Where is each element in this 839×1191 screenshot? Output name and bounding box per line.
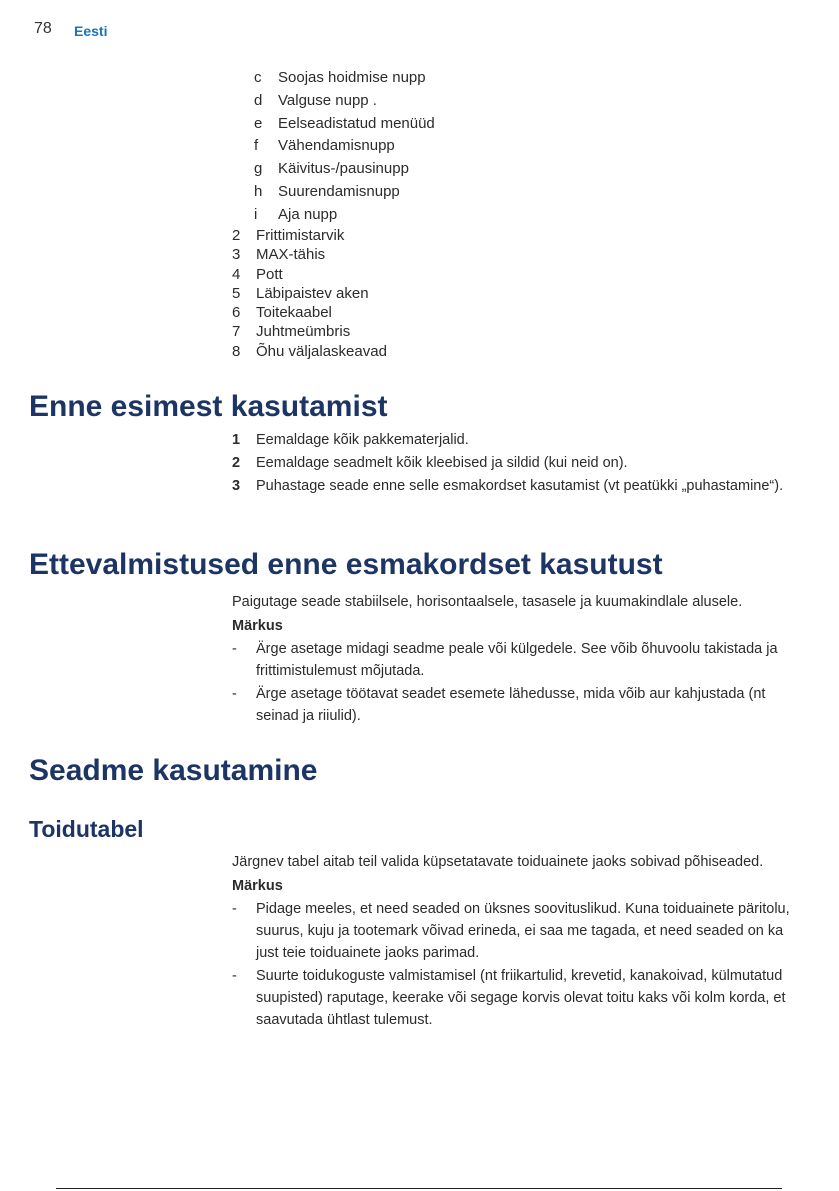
- food-table-notes: [232, 898, 807, 1031]
- preparation-notes: [232, 638, 807, 727]
- note-text: Ärge asetage midagi seadme peale või külgedele. See võib õhuvoolu takistada ja frittimistulemust mõjutada.: [256, 641, 778, 679]
- preparation-intro: Paigutage seade stabiilsele, horisontaalsele, tasasele ja kuumakindlale alusele.: [232, 594, 743, 610]
- note-label: Märkus: [232, 618, 283, 634]
- list-item-letter: e: [254, 114, 263, 132]
- list-item: [254, 90, 435, 113]
- note-dash: -: [232, 901, 237, 917]
- list-item-text: Käivitus-/pausinupp: [278, 160, 409, 178]
- list-item: [254, 158, 435, 181]
- list-item: [232, 342, 387, 361]
- list-item-letter: h: [254, 182, 263, 200]
- step-number: 3: [232, 478, 241, 494]
- list-item-text: Pott: [256, 265, 283, 283]
- list-item-number: 6: [232, 304, 241, 322]
- food-table-block: [232, 851, 807, 1032]
- list-item-text: Frittimistarvik: [256, 227, 345, 244]
- list-item-text: Suurendamisnupp: [278, 182, 400, 200]
- first-use-steps: [232, 429, 807, 497]
- list-item-text: MAX-tähis: [256, 246, 326, 264]
- list-item-text: Juhtmeümbris: [256, 323, 351, 341]
- page-language: Eesti: [74, 23, 108, 39]
- note-item: [232, 965, 807, 1031]
- page-number: 78: [34, 20, 52, 37]
- section-title-usage: Seadme kasutamine: [29, 754, 318, 787]
- list-item-text: Aja nupp: [278, 205, 338, 223]
- list-item: [232, 322, 387, 341]
- list-item: [232, 245, 387, 264]
- footer-divider: [56, 1188, 782, 1189]
- list-item-number: 4: [232, 265, 241, 283]
- controls-list: [254, 67, 435, 227]
- list-item: [254, 67, 435, 90]
- list-item-number: 8: [232, 342, 241, 360]
- list-item-number: 7: [232, 323, 241, 341]
- list-item-letter: i: [254, 205, 258, 223]
- list-item-letter: f: [254, 137, 259, 155]
- list-item: [232, 265, 387, 284]
- list-item: [254, 113, 435, 136]
- list-item-text: Õhu väljalaskeavad: [256, 342, 387, 360]
- note-text: Suurte toidukoguste valmistamisel (nt friikartulid, krevetid, kanakoivad, külmutatud suupisted) raputage, keerake või segage korvis olevat toitu kaks või kolm korda, et saavutada ühtlast tulemust.: [256, 968, 786, 1028]
- list-item-text: Toitekaabel: [256, 304, 332, 322]
- list-item-number: 2: [232, 227, 241, 244]
- step-item: [232, 475, 807, 497]
- list-item-text: Läbipaistev aken: [256, 284, 369, 302]
- note-text: Ärge asetage töötavat seadet esemete lähedusse, mida võib aur kahjustada (nt seinad ja riiulid).: [256, 686, 766, 724]
- list-item-number: 5: [232, 284, 241, 302]
- section-title-first-use: Enne esimest kasutamist: [29, 390, 388, 423]
- note-dash: -: [232, 686, 237, 702]
- step-number: 1: [232, 432, 241, 448]
- list-item-text: Vähendamisnupp: [278, 137, 395, 155]
- note-text: Pidage meeles, et need seaded on üksnes soovituslikud. Kuna toiduainete päritolu, suurus, kuju ja tootemark võivad erineda, ei saa me tagada, et need seaded on ka just teie toiduainete jaoks parimad.: [256, 901, 790, 961]
- list-item-letter: c: [254, 69, 262, 86]
- list-item-letter: g: [254, 160, 263, 178]
- section-title-preparation: Ettevalmistused enne esmakordset kasutust: [29, 548, 663, 581]
- list-item: [232, 226, 387, 245]
- note-label: Märkus: [232, 878, 283, 894]
- first-use-steps-block: [232, 429, 807, 498]
- step-item: [232, 429, 807, 451]
- step-text: Puhastage seade enne selle esmakordset kasutamist (vt peatükki „puhastamine“).: [256, 478, 784, 494]
- list-item: [254, 181, 435, 204]
- list-item: [232, 284, 387, 303]
- list-item-number: 3: [232, 246, 241, 264]
- note-dash: -: [232, 968, 237, 984]
- list-item-letter: d: [254, 91, 263, 109]
- list-item: [254, 204, 435, 227]
- list-item-text: Eelseadistatud menüüd: [278, 114, 435, 132]
- list-item: [254, 135, 435, 158]
- step-number: 2: [232, 455, 241, 471]
- note-item: [232, 683, 807, 727]
- preparation-block: [232, 591, 807, 728]
- note-item: [232, 638, 807, 682]
- note-dash: -: [232, 641, 237, 657]
- list-item: [232, 303, 387, 322]
- step-text: Eemaldage seadmelt kõik kleebised ja sildid (kui neid on).: [256, 455, 628, 471]
- step-item: [232, 452, 807, 474]
- step-text: Eemaldage kõik pakkematerjalid.: [256, 432, 469, 448]
- note-item: [232, 898, 807, 964]
- list-item-text: Valguse nupp .: [278, 91, 377, 109]
- list-item-text: Soojas hoidmise nupp: [278, 69, 426, 86]
- subsection-title-food-table: Toidutabel: [29, 816, 144, 842]
- food-table-intro: Järgnev tabel aitab teil valida küpsetatavate toiduainete jaoks sobivad põhiseaded.: [232, 854, 764, 870]
- parts-list: [232, 226, 387, 361]
